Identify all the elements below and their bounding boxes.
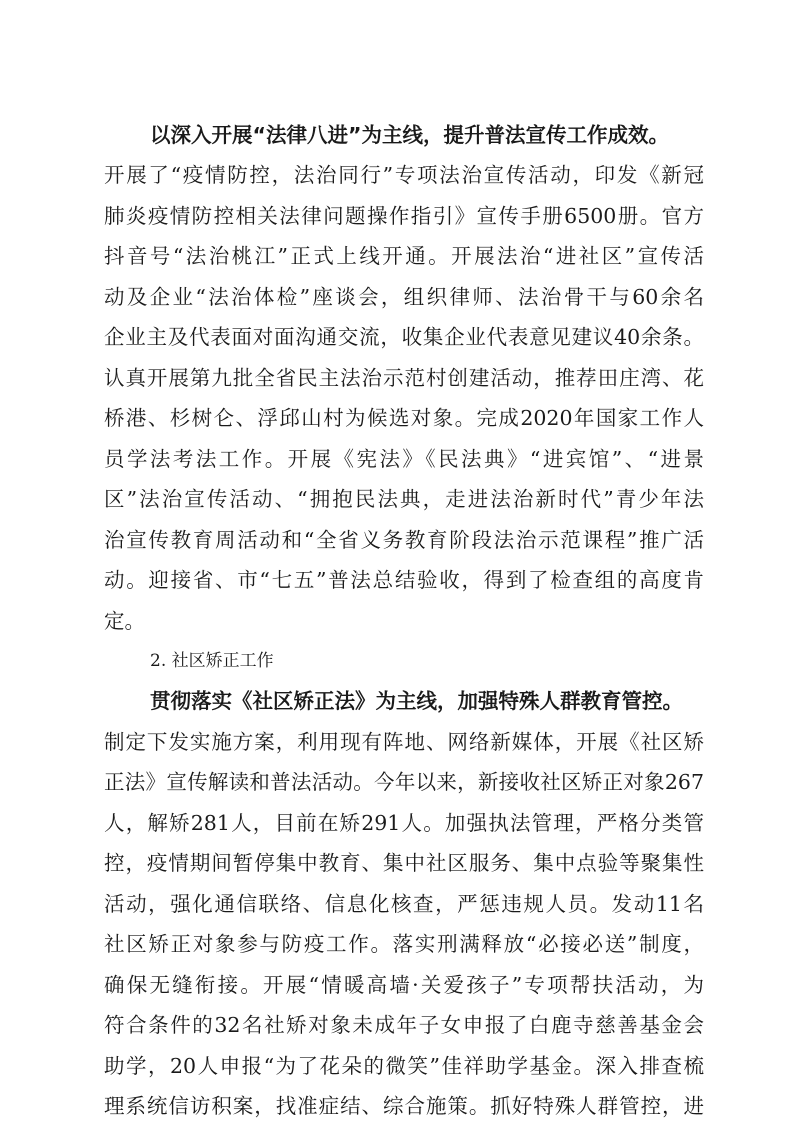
paragraph-line: 确保无缝衔接。开展“情暖高墙·关爱孩子”专项帮扶活动，为 bbox=[104, 973, 704, 997]
paragraph-line: 正法》宣传解读和普法活动。今年以来，新接收社区矫正对象267 bbox=[104, 770, 704, 794]
paragraph-line: 桥港、杉树仑、浮邱山村为候选对象。完成2020年国家工作人 bbox=[104, 406, 704, 430]
paragraph-line: 肺炎疫情防控相关法律问题操作指引》宣传手册6500册。官方 bbox=[104, 204, 704, 228]
paragraph-line: 控，疫情期间暂停集中教育、集中社区服务、集中点验等聚集性 bbox=[104, 851, 704, 875]
section-heading: 2. 社区矫正工作 bbox=[150, 651, 274, 671]
paragraph-line: 认真开展第九批全省民主法治示范村创建活动，推荐田庄湾、花 bbox=[104, 366, 704, 390]
paragraph-line: 理系统信访积案，找准症结、综合施策。抓好特殊人群管控，进 bbox=[104, 1094, 704, 1118]
paragraph-line: 区”法治宣传活动、“拥抱民法典，走进法治新时代”青少年法 bbox=[104, 487, 704, 511]
paragraph-line: 活动，强化通信联络、信息化核查，严惩违规人员。发动11名 bbox=[104, 892, 704, 916]
paragraph-lead-sentence: 贯彻落实《社区矫正法》为主线，加强特殊人群教育管控。 bbox=[150, 689, 683, 713]
paragraph-line-last: 定。 bbox=[104, 609, 145, 633]
paragraph-line: 符合条件的32名社矫对象未成年子女申报了白鹿寺慈善基金会 bbox=[104, 1013, 704, 1037]
paragraph-lead-sentence: 以深入开展“法律八进”为主线，提升普法宣传工作成效。 bbox=[150, 123, 669, 147]
paragraph-line: 动及企业“法治体检”座谈会，组织律师、法治骨干与60余名 bbox=[104, 285, 704, 309]
paragraph-line: 开展了“疫情防控，法治同行”专项法治宣传活动，印发《新冠 bbox=[104, 163, 704, 187]
paragraph-line: 抖音号“法治桃江”正式上线开通。开展法治“进社区”宣传活 bbox=[104, 244, 704, 268]
paragraph-line: 助学，20人申报“为了花朵的微笑”佳祥助学基金。深入排查梳 bbox=[104, 1054, 704, 1078]
paragraph-line: 治宣传教育周活动和“全省义务教育阶段法治示范课程”推广活 bbox=[104, 528, 704, 552]
paragraph-line: 人，解矫281人，目前在矫291人。加强执法管理，严格分类管 bbox=[104, 811, 704, 835]
paragraph-line: 制定下发实施方案，利用现有阵地、网络新媒体，开展《社区矫 bbox=[104, 730, 704, 754]
paragraph-line: 员学法考法工作。开展《宪法》《民法典》“进宾馆”、“进景 bbox=[104, 447, 704, 471]
paragraph-line: 社区矫正对象参与防疫工作。落实刑满释放“必接必送”制度， bbox=[104, 932, 704, 956]
paragraph-line: 企业主及代表面对面沟通交流，收集企业代表意见建议40余条。 bbox=[104, 325, 704, 349]
paragraph-line: 动。迎接省、市“七五”普法总结验收，得到了检查组的高度肯 bbox=[104, 568, 704, 592]
